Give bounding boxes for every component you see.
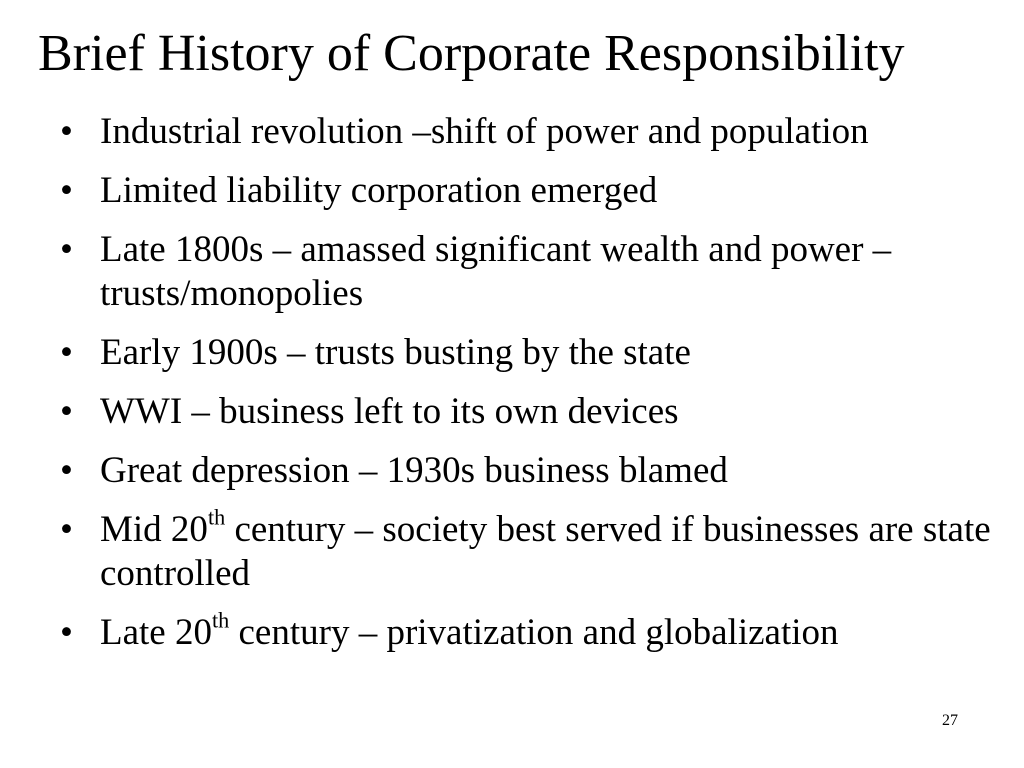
bullet-text-start: Mid 20 bbox=[100, 509, 208, 550]
ordinal-superscript: th bbox=[207, 504, 226, 530]
bullet-text: WWI – business left to its own devices bbox=[100, 391, 679, 432]
bullet-item bbox=[60, 607, 1020, 655]
bullet-text-end: century – society best served if businesses are state controlled bbox=[100, 509, 991, 594]
bullet-text bbox=[100, 504, 991, 594]
bullet-item bbox=[60, 504, 1020, 596]
bullet-text-start: Late 20 bbox=[100, 612, 212, 653]
bullet-text: Great depression – 1930s business blamed bbox=[100, 450, 728, 491]
bullet-glyph: • bbox=[60, 170, 73, 211]
bullet-text: Limited liability corporation emerged bbox=[100, 170, 658, 211]
bullet-glyph: • bbox=[60, 391, 73, 432]
slide-title: Brief History of Corporate Responsibility bbox=[38, 25, 905, 82]
bullet-glyph: • bbox=[60, 332, 73, 373]
bullet-text bbox=[100, 607, 839, 653]
bullet-glyph: • bbox=[60, 509, 73, 550]
bullet-glyph: • bbox=[60, 229, 73, 270]
bullet-item bbox=[60, 331, 1020, 375]
bullet-text: Industrial revolution –shift of power and population bbox=[100, 111, 869, 152]
bullet-text-end: century – privatization and globalization bbox=[229, 612, 839, 653]
page-number: 27 bbox=[942, 712, 958, 729]
ordinal-superscript: th bbox=[211, 607, 230, 633]
bullet-item bbox=[60, 390, 1020, 434]
bullet-text: Early 1900s – trusts busting by the state bbox=[100, 332, 691, 373]
bullet-glyph: • bbox=[60, 111, 73, 152]
bullet-item bbox=[60, 449, 1020, 493]
bullet-item bbox=[60, 228, 1020, 316]
bullet-item bbox=[60, 110, 1020, 154]
bullet-list bbox=[60, 110, 1020, 670]
bullet-text: Late 1800s – amassed significant wealth and power – trusts/monopolies bbox=[100, 229, 892, 314]
bullet-glyph: • bbox=[60, 612, 73, 653]
bullet-item bbox=[60, 169, 1020, 213]
bullet-glyph: • bbox=[60, 450, 73, 491]
